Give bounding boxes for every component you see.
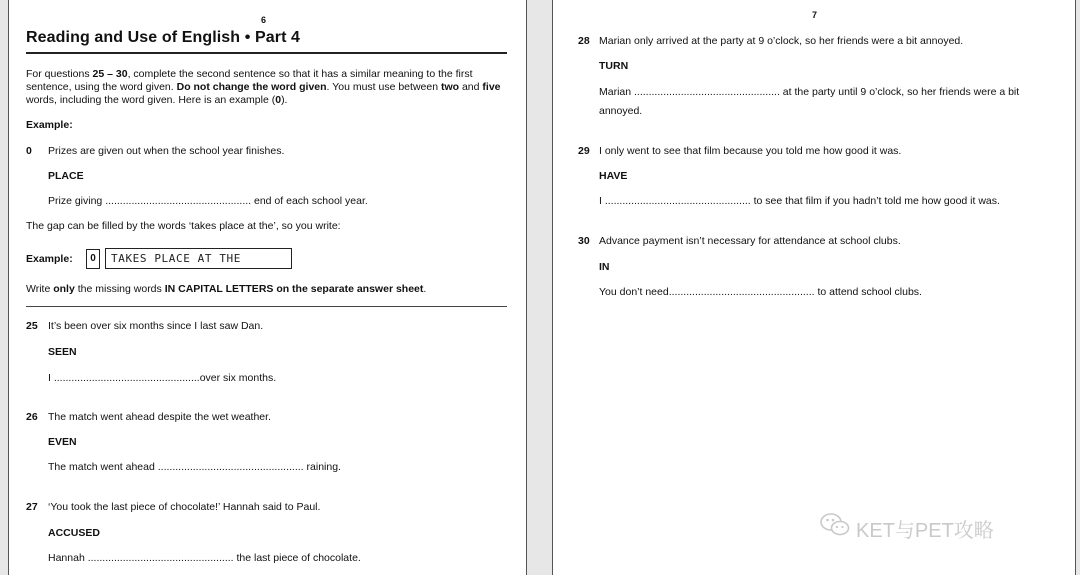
watermark-text: KET与PET攻略 — [856, 519, 994, 542]
answer-gap[interactable]: .................................................. — [157, 461, 304, 473]
question-number: 27 — [26, 501, 38, 513]
question-key-word: TURN — [599, 60, 629, 72]
question-gapped-sentence[interactable]: You don’t need.................................................. to attend school clubs. — [599, 286, 922, 298]
question-key-word: IN — [599, 261, 610, 273]
question-sentence: ‘You took the last piece of chocolate!’ Hannah said to Paul. — [48, 501, 321, 513]
question-gapped-sentence[interactable]: The match went ahead .................................................. raining. — [48, 461, 341, 473]
question-sentence: I only went to see that film because you told me how good it was. — [599, 145, 902, 157]
page-6 — [8, 0, 527, 575]
question-number: 30 — [578, 235, 590, 247]
gap-note: The gap can be filled by the words ‘takes place at the’, so you write: — [26, 220, 341, 232]
question-gapped-sentence[interactable]: I ..................................................over six months. — [48, 372, 277, 384]
answer-gap[interactable]: .................................................. — [604, 195, 751, 207]
answer-example-box: TAKES PLACE AT THE — [105, 248, 292, 269]
section-divider — [26, 306, 507, 307]
question-gapped-sentence[interactable]: Hannah .................................................. the last piece of chocolate. — [48, 552, 361, 564]
instructions-paragraph: For questions 25 – 30, complete the second sentence so that it has a similar meaning to the first sentence, using the word given. Do not change the word given. You must use between two and five words, including the word given. Here is an example (0). — [26, 68, 501, 106]
answer-example-number-box: 0 — [86, 249, 100, 269]
answer-sheet-instruction: Write only the missing words IN CAPITAL LETTERS on the separate answer sheet. — [26, 283, 427, 295]
section-title: Reading and Use of English • Part 4 — [26, 29, 301, 46]
question-number: 29 — [578, 145, 590, 157]
page-number: 6 — [261, 15, 267, 25]
question-number: 28 — [578, 35, 590, 47]
question-sentence: Marian only arrived at the party at 9 o’clock, so her friends were a bit annoyed. — [599, 35, 964, 47]
question-gapped-sentence[interactable]: Marian .................................................. at the party until 9 o’clock, so her friends were a bit — [599, 86, 1020, 98]
question-gapped-sentence-continued: annoyed. — [599, 105, 643, 117]
wechat-icon — [820, 512, 850, 544]
question-number: 25 — [26, 320, 38, 332]
example-key-word: PLACE — [48, 170, 84, 182]
question-sentence: Advance payment isn’t necessary for attendance at school clubs. — [599, 235, 901, 247]
example-gapped-sentence: Prize giving .................................................. end of each school year. — [48, 195, 368, 207]
question-key-word: HAVE — [599, 170, 628, 182]
question-sentence: The match went ahead despite the wet weather. — [48, 411, 271, 423]
answer-gap[interactable]: .................................................. — [634, 86, 780, 98]
answer-gap[interactable]: .................................................. — [668, 286, 815, 298]
answer-example-label: Example: — [26, 253, 73, 265]
question-gapped-sentence[interactable]: I .................................................. to see that film if you hadn’t told me how good it was. — [599, 195, 1000, 207]
question-key-word: EVEN — [48, 436, 77, 448]
title-rule — [26, 52, 507, 54]
answer-gap[interactable]: .................................................. — [53, 372, 200, 384]
page-number: 7 — [812, 10, 818, 20]
answer-gap[interactable]: .................................................. — [87, 552, 234, 564]
page-7 — [552, 0, 1076, 575]
example-heading: Example: — [26, 119, 73, 131]
question-key-word: SEEN — [48, 346, 77, 358]
watermark — [820, 512, 994, 544]
question-number: 26 — [26, 411, 38, 423]
question-key-word: ACCUSED — [48, 527, 100, 539]
example-number: 0 — [26, 145, 32, 157]
question-sentence: It’s been over six months since I last saw Dan. — [48, 320, 264, 332]
example-sentence: Prizes are given out when the school year finishes. — [48, 145, 285, 157]
